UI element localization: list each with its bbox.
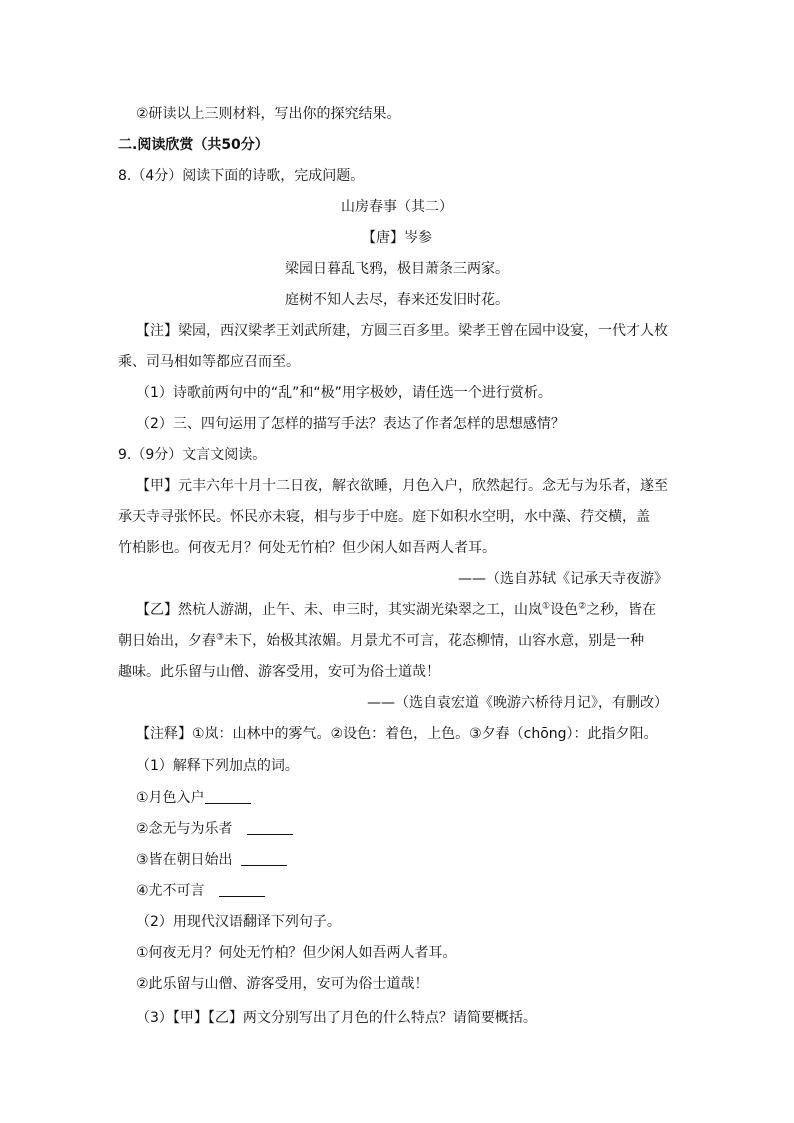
answer-blank[interactable]: [247, 820, 293, 835]
item-2-instruction: ②研读以上三则材料，写出你的探究结果。: [136, 106, 401, 122]
text-yi-source: ——（选自袁宏道《晚游六桥待月记》，有删改）: [367, 695, 668, 711]
question-9-1: （1）解释下列加点的词。: [136, 758, 299, 774]
text-yi-seg: 之秒，皆在: [586, 602, 657, 618]
question-8-1: （1）诗歌前两句中的“乱”和“极”用字极妙，请任选一个进行赏析。: [136, 385, 552, 401]
word-label: ③皆在朝日始出: [136, 852, 233, 868]
question-9: 9.（9分）文言文阅读。: [118, 447, 267, 463]
word-label: ④尤不可言: [136, 883, 205, 899]
text-jia-line-1: 【甲】元丰六年十月十二日夜，解衣欲睡，月色入户，欣然起行。念无与为乐者，遂至: [136, 478, 668, 494]
question-9-3: （3）【甲】【乙】两文分别写出了月色的什么特点？请简要概括。: [136, 1010, 537, 1026]
translate-item-1: ①何夜无月？何处无竹柏？但少闲人如吾两人者耳。: [136, 945, 457, 961]
poem-note: 【注】梁园，西汉梁孝王刘武所建，方圆三百多里。梁孝王曾在园中设宴，一代才人枚: [136, 323, 668, 339]
answer-blank[interactable]: [241, 851, 287, 866]
word-item-2: [136, 819, 293, 839]
text-jia-source: ——（选自苏轼《记承天寺夜游》: [458, 571, 668, 587]
word-label: ①月色入户: [136, 790, 205, 806]
text-jia-line-2: 承天寺寻张怀民。怀民亦未寝，相与步于中庭。庭下如积水空明，水中藻、荇交横，盖: [118, 509, 650, 525]
question-9-2: （2）用现代汉语翻译下列句子。: [136, 914, 341, 930]
text-yi-seg: 设色: [550, 602, 579, 618]
translate-item-2: ②此乐留与山僧、游客受用，安可为俗士道哉！: [136, 976, 429, 992]
annotations: 【注释】①岚：山林中的雾气。②设色：着色，上色。③夕舂（chōng）：此指夕阳。: [136, 726, 658, 742]
text-yi-seg: 未下，始极其浓媚。月景尤不可言，花态柳情，山容水意，别是一种: [224, 633, 645, 649]
poem-author: 【唐】岑参: [362, 230, 432, 246]
poem-title: 山房春事（其二）: [341, 199, 453, 215]
word-item-4: [136, 881, 265, 901]
footnote-mark: ①: [542, 601, 551, 612]
text-yi-line-3: 趣味。此乐留与山僧、游客受用，安可为俗士道哉！: [118, 664, 440, 680]
text-yi-seg: 朝日始出，夕舂: [118, 633, 216, 649]
poem-line-2: 庭树不知人去尽，春来还发旧时花。: [285, 292, 509, 308]
text-yi-line-2: [118, 631, 644, 651]
text-yi-line-1: [136, 600, 656, 620]
answer-blank[interactable]: [219, 882, 265, 897]
footnote-mark: ③: [216, 632, 225, 643]
answer-blank[interactable]: [205, 789, 251, 804]
section-heading: 二.阅读欣赏（共50分）: [118, 137, 269, 153]
word-item-3: [136, 850, 287, 870]
word-item-1: [136, 788, 251, 808]
text-yi-seg: 【乙】然杭人游湖，止午、未、申三时，其实湖光染翠之工，山岚: [136, 602, 542, 618]
question-8-2: （2）三、四句运用了怎样的描写手法？表达了作者怎样的思想感情？: [136, 416, 565, 432]
poem-note-cont: 乘、司马相如等都应召而至。: [118, 354, 300, 370]
poem-line-1: 梁园日暮乱飞鸦，极目萧条三两家。: [285, 261, 509, 277]
footnote-mark: ②: [578, 601, 587, 612]
text-jia-line-3: 竹柏影也。何夜无月？何处无竹柏？但少闲人如吾两人者耳。: [118, 540, 496, 556]
question-8: 8.（4分）阅读下面的诗歌，完成问题。: [118, 168, 365, 184]
word-label: ②念无与为乐者: [136, 821, 233, 837]
